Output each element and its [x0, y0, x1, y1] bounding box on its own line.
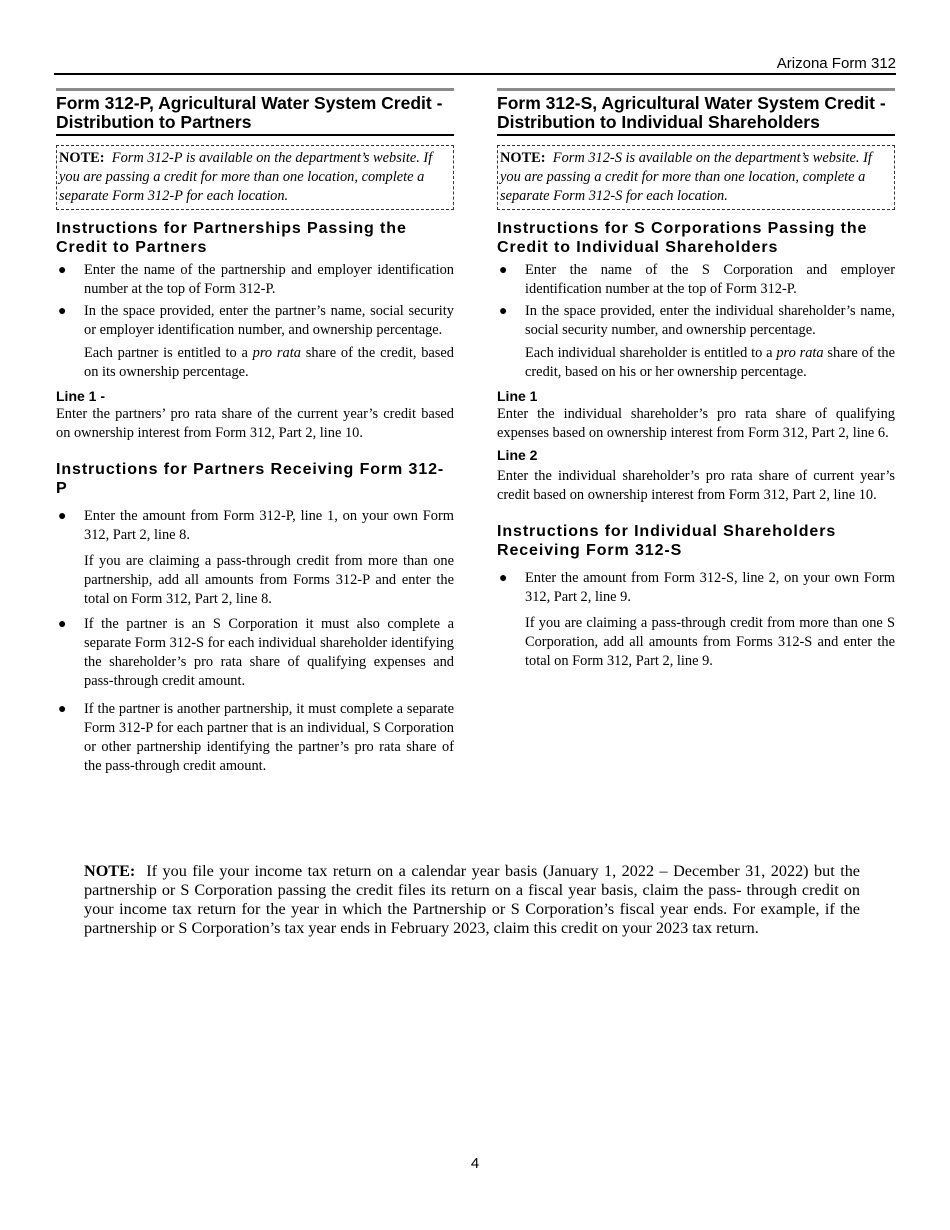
bullet-text: Enter the amount from Form 312-P, line 1, on your own Form 312, Part 2, line 8.: [84, 508, 454, 543]
right-note-label: NOTE:: [500, 150, 546, 166]
list-item: [56, 700, 454, 776]
list-item: [497, 569, 895, 607]
right-column: [497, 88, 895, 677]
bottom-note-text: If you file your income tax return on a calendar year basis (January 1, 2022 – December 31, 2022) but the partnership or S Corporation passing the credit files its return on a fiscal year basis, claim the pass- through credit on your income tax return for the year in which the Partnership or S Corporation’s fiscal year ends. For example, if the partnership or S Corporation’s tax year ends in February 2023, claim this credit on your 2023 tax return.: [84, 862, 860, 937]
left-title-box: [56, 88, 454, 136]
sub-text-post: share of the credit, based on its ownership percentage.: [84, 345, 454, 380]
right-title: Form 312-S, Agricultural Water System Credit - Distribution to Individual Shareholders: [497, 93, 886, 132]
header-rule: [54, 73, 896, 75]
sub-text-italic: pro rata: [776, 345, 824, 361]
list-item: [497, 261, 895, 299]
left-section2-bullets-more: [56, 615, 454, 776]
right-section2-bullets: [497, 569, 895, 607]
left-section1-heading: Instructions for Partnerships Passing the Credit to Partners: [56, 220, 407, 256]
sub-text-italic: pro rata: [252, 345, 301, 361]
bullet-icon: ●: [499, 263, 508, 278]
bullet-icon: ●: [499, 571, 508, 586]
list-item: [56, 261, 454, 299]
left-section2-sub: If you are claiming a pass-through credit from more than one partnership, add all amounts from Forms 312-P and enter the total on Form 312, Part 2, line 8.: [84, 553, 454, 607]
bullet-text: In the space provided, enter the partner’s name, social security or employer identification number, and ownership percentage.: [84, 303, 454, 338]
bullet-text: If the partner is an S Corporation it must also complete a separate Form 312-S for each individual shareholder identifying the shareholder’s pro rata share of qualifying expenses and pass-through credit amount.: [84, 616, 454, 689]
sub-text-pre: Each partner is entitled to a: [84, 345, 253, 361]
bottom-note-label: NOTE:: [84, 862, 136, 880]
form-label: Arizona Form 312: [776, 55, 896, 72]
right-section1-bullets: [497, 261, 895, 340]
list-item: [56, 507, 454, 545]
left-line1-text: Enter the partners’ pro rata share of the current year’s credit based on ownership interest from Form 312, Part 2, line 10.: [56, 406, 454, 441]
left-column: [56, 88, 454, 779]
bullet-icon: ●: [58, 304, 67, 319]
right-section1-sub: [497, 344, 895, 382]
page-number: 4: [470, 1155, 480, 1172]
bullet-text: If the partner is another partnership, it must complete a separate Form 312-P for each partner that is an individual, S Corporation or other partnership identifying the partner’s pro rata share of the pass-through credit amount.: [84, 701, 454, 774]
left-note-text: Form 312-P is available on the department’s website. If you are passing a credit for more than one location, complete a separate Form 312-P for each location.: [59, 150, 433, 204]
bullet-icon: ●: [58, 509, 67, 524]
bullet-text: Enter the name of the partnership and employer identification number at the top of Form 312-P.: [84, 262, 454, 297]
left-note-label: NOTE:: [59, 150, 105, 166]
left-section2-heading: Instructions for Partners Receiving Form 312-P: [56, 461, 445, 497]
list-item: [497, 302, 895, 340]
right-line2-text: Enter the individual shareholder’s pro rata share of current year’s credit based on ownership interest from Form 312, Part 2, line 10.: [497, 468, 895, 503]
right-note-text: Form 312-S is available on the department’s website. If you are passing a credit for more than one location, complete a separate Form 312-S for each location.: [500, 150, 872, 204]
bullet-icon: ●: [58, 617, 67, 632]
sub-text-pre: Each individual shareholder is entitled to a: [525, 345, 777, 361]
bullet-text: Enter the name of the S Corporation and employer identification number at the top of Form 312-P.: [525, 262, 895, 297]
sub-text-post: share of the credit, based on his or her ownership percentage.: [525, 345, 896, 380]
right-section2-heading: Instructions for Individual Shareholders Receiving Form 312-S: [497, 523, 837, 559]
bullet-text: Enter the amount from Form 312-S, line 2, on your own Form 312, Part 2, line 9.: [525, 570, 895, 605]
bottom-note: [84, 862, 860, 938]
list-item: [56, 615, 454, 691]
list-item: [56, 302, 454, 340]
right-section2-sub: If you are claiming a pass-through credit from more than one S Corporation, add all amounts from Forms 312-S and enter the total on Form 312, Part 2, line 9.: [525, 615, 895, 669]
right-line1-heading: Line 1: [497, 388, 538, 404]
right-line2-heading: Line 2: [497, 447, 538, 463]
left-line1-heading: Line 1 -: [56, 388, 106, 404]
right-note-box: [497, 145, 895, 210]
left-section1-bullets: [56, 261, 454, 340]
left-note-box: [56, 145, 454, 210]
bullet-text: In the space provided, enter the individual shareholder’s name, social security number, and ownership percentage.: [525, 303, 895, 338]
right-section1-heading: Instructions for S Corporations Passing the Credit to Individual Shareholders: [497, 220, 868, 256]
left-section2-bullets: [56, 507, 454, 545]
left-section1-sub: [56, 344, 454, 382]
bullet-icon: ●: [499, 304, 508, 319]
right-line1-text: Enter the individual shareholder’s pro rata share of qualifying expenses based on ownership interest from Form 312, Part 2, line 6.: [497, 406, 895, 441]
bullet-icon: ●: [58, 263, 67, 278]
bullet-icon: ●: [58, 702, 67, 717]
left-title: Form 312-P, Agricultural Water System Credit - Distribution to Partners: [56, 93, 443, 132]
right-title-box: [497, 88, 895, 136]
